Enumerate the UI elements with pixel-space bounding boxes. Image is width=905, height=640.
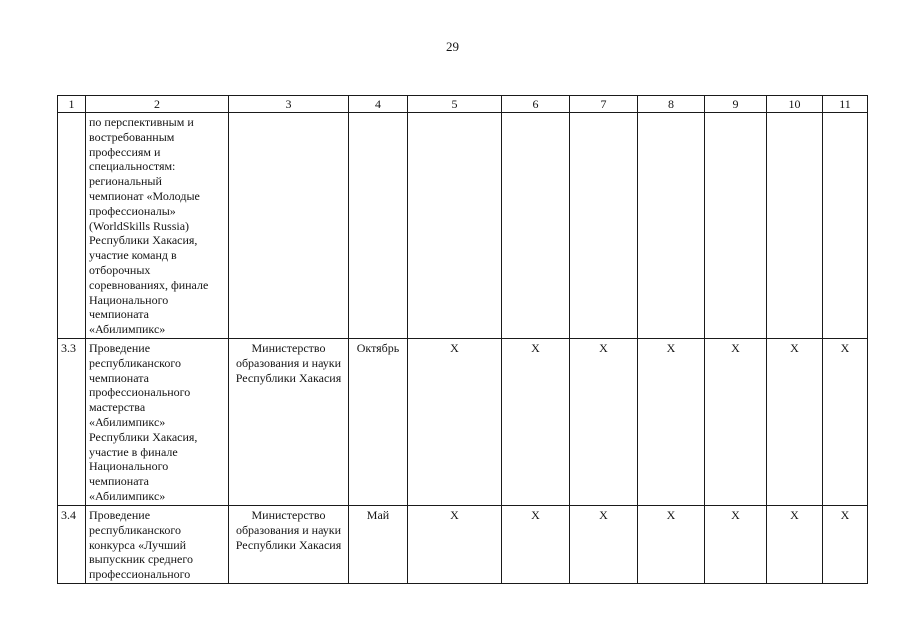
cell-number: 3.4 bbox=[58, 506, 86, 584]
page-number: 29 bbox=[446, 39, 459, 54]
table-row bbox=[58, 113, 868, 339]
cell-responsible bbox=[229, 506, 349, 584]
cell-mark: X bbox=[570, 339, 638, 506]
responsible-line: Республики Хакасия bbox=[235, 370, 342, 385]
cell-responsible bbox=[229, 113, 349, 339]
responsible-line: образования и науки bbox=[235, 522, 342, 537]
cell-mark: X bbox=[705, 506, 767, 584]
description-line: по перспективным и bbox=[89, 115, 194, 129]
description-line: чемпионат «Молодые bbox=[89, 188, 200, 203]
description-line: (WorldSkills Russia) bbox=[89, 218, 190, 233]
description-line: республиканского bbox=[89, 355, 181, 370]
cell-mark: X bbox=[570, 506, 638, 584]
description-line: Республики Хакасия, bbox=[89, 429, 198, 444]
cell-mark bbox=[408, 113, 502, 339]
description-line: Национального bbox=[89, 459, 169, 474]
table-row bbox=[58, 339, 868, 506]
description-line: профессиям и bbox=[89, 144, 161, 159]
responsible-line: Министерство bbox=[251, 508, 326, 522]
table-row bbox=[58, 506, 868, 584]
column-header-5: 5 bbox=[408, 96, 502, 113]
cell-mark: X bbox=[705, 339, 767, 506]
cell-mark bbox=[502, 113, 570, 339]
cell-description bbox=[86, 339, 229, 506]
description-line: чемпионата bbox=[89, 307, 149, 322]
column-header-9: 9 bbox=[705, 96, 767, 113]
description-line: востребованным bbox=[89, 129, 175, 144]
description-line: чемпионата bbox=[89, 474, 149, 489]
cell-mark: X bbox=[823, 506, 868, 584]
cell-mark bbox=[638, 113, 705, 339]
description-line: чемпионата bbox=[89, 370, 149, 385]
description-line: специальностям: bbox=[89, 159, 176, 174]
cell-mark: X bbox=[638, 339, 705, 506]
cell-mark: X bbox=[502, 506, 570, 584]
cell-responsible bbox=[229, 339, 349, 506]
description-line: «Абилимпикс» bbox=[89, 414, 166, 429]
column-header-10: 10 bbox=[767, 96, 823, 113]
column-header-8: 8 bbox=[638, 96, 705, 113]
cell-number: 3.3 bbox=[58, 339, 86, 506]
cell-description bbox=[86, 113, 229, 339]
cell-description bbox=[86, 506, 229, 584]
description-line: профессионалы» bbox=[89, 203, 176, 218]
column-header-3: 3 bbox=[229, 96, 349, 113]
cell-mark: X bbox=[408, 506, 502, 584]
column-header-6: 6 bbox=[502, 96, 570, 113]
cell-mark bbox=[705, 113, 767, 339]
description-line: мастерства bbox=[89, 400, 146, 415]
table-header-row bbox=[58, 96, 868, 113]
plan-table bbox=[57, 95, 868, 584]
cell-mark bbox=[823, 113, 868, 339]
cell-mark: X bbox=[823, 339, 868, 506]
description-line: участие в финале bbox=[89, 444, 178, 459]
cell-term: Май bbox=[349, 506, 408, 584]
description-line: Проведение bbox=[89, 508, 151, 522]
description-line: Национального bbox=[89, 292, 169, 307]
description-line: «Абилимпикс» bbox=[89, 488, 166, 503]
column-header-4: 4 bbox=[349, 96, 408, 113]
cell-mark: X bbox=[638, 506, 705, 584]
responsible-line: Министерство bbox=[251, 341, 326, 355]
cell-mark: X bbox=[767, 506, 823, 584]
cell-mark: X bbox=[408, 339, 502, 506]
cell-mark bbox=[570, 113, 638, 339]
description-line: отборочных bbox=[89, 262, 151, 277]
cell-mark: X bbox=[502, 339, 570, 506]
description-line: соревнованиях, финале bbox=[89, 277, 209, 292]
description-line: Республики Хакасия, bbox=[89, 233, 198, 248]
description-line: профессионального bbox=[89, 567, 191, 582]
cell-mark bbox=[767, 113, 823, 339]
responsible-line: образования и науки bbox=[235, 355, 342, 370]
description-line: республиканского bbox=[89, 522, 181, 537]
cell-mark: X bbox=[767, 339, 823, 506]
cell-term: Октябрь bbox=[349, 339, 408, 506]
description-line: профессионального bbox=[89, 385, 191, 400]
description-line: «Абилимпикс» bbox=[89, 322, 166, 337]
cell-term bbox=[349, 113, 408, 339]
description-line: выпускник среднего bbox=[89, 552, 193, 567]
description-line: участие команд в bbox=[89, 248, 177, 263]
column-header-11: 11 bbox=[823, 96, 868, 113]
description-line: конкурса «Лучший bbox=[89, 537, 187, 552]
column-header-7: 7 bbox=[570, 96, 638, 113]
column-header-1: 1 bbox=[58, 96, 86, 113]
responsible-line: Республики Хакасия bbox=[235, 537, 342, 552]
cell-number bbox=[58, 113, 86, 339]
description-line: Проведение bbox=[89, 341, 151, 355]
description-line: региональный bbox=[89, 174, 162, 189]
column-header-2: 2 bbox=[86, 96, 229, 113]
